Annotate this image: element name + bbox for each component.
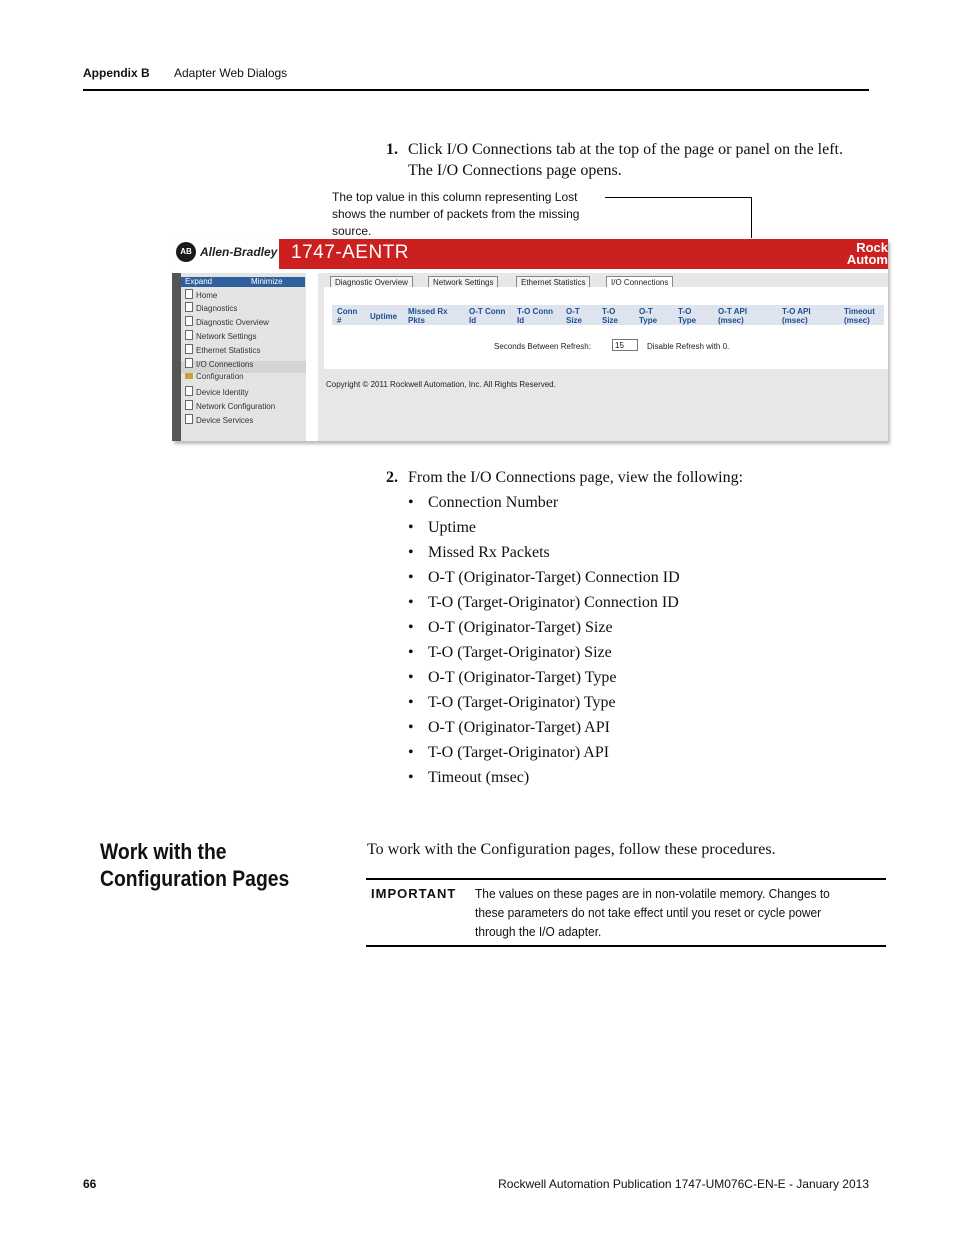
important-top-rule [366, 878, 886, 880]
important-label: IMPORTANT [371, 886, 457, 901]
folder-icon [185, 302, 193, 312]
nav-item-ethernet-statistics[interactable]: Ethernet Statistics [185, 344, 260, 355]
list-item: • T-O (Target-Originator) Connection ID [408, 592, 680, 617]
nav-toolbar [181, 277, 305, 287]
nav-item-device-services[interactable]: Device Services [185, 414, 253, 425]
nav-item-io-connections[interactable]: I/O Connections [185, 358, 253, 369]
connections-panel [324, 287, 888, 369]
page-icon [185, 289, 193, 299]
step-1 [386, 139, 866, 181]
step-1-number: 1. [386, 141, 398, 158]
list-item: • Missed Rx Packets [408, 542, 680, 567]
list-item: • O-T (Originator-Target) API [408, 717, 680, 742]
col-uptime: Uptime [370, 312, 398, 321]
connections-table-header [332, 305, 884, 325]
list-item: • Uptime [408, 517, 680, 542]
section-label: Appendix B [83, 66, 150, 80]
copyright-text: Copyright © 2011 Rockwell Automation, Inc. All Rights Reserved. [326, 380, 556, 389]
col-ot-size: O-T Size [566, 307, 583, 325]
left-nav-panel [172, 273, 306, 441]
page-icon [185, 330, 193, 340]
callout-leader-vertical [751, 197, 752, 238]
page-icon [185, 344, 193, 354]
io-connections-screenshot [172, 239, 888, 441]
section-intro: To work with the Configuration pages, follow these procedures. [367, 841, 776, 858]
nav-item-diagnostic-overview[interactable]: Diagnostic Overview [185, 316, 269, 327]
page-icon [185, 316, 193, 326]
allen-bradley-logo-icon: AB [176, 242, 196, 262]
list-item: • O-T (Originator-Target) Connection ID [408, 567, 680, 592]
minimize-button[interactable]: Minimize [251, 277, 283, 286]
step-2-number: 2. [386, 469, 398, 486]
list-item: • T-O (Target-Originator) Size [408, 642, 680, 667]
step-2 [386, 467, 866, 488]
page-icon [185, 414, 193, 424]
expand-button[interactable]: Expand [185, 277, 213, 286]
refresh-note: Disable Refresh with 0. [647, 342, 730, 351]
list-item: • O-T (Originator-Target) Type [408, 667, 680, 692]
list-item: • Timeout (msec) [408, 767, 680, 792]
refresh-label: Seconds Between Refresh: [494, 342, 591, 351]
product-name: 1747-AENTR [291, 242, 409, 263]
product-banner [279, 239, 888, 269]
col-conn: Conn # [337, 307, 358, 325]
nav-item-device-identity[interactable]: Device Identity [185, 386, 248, 397]
tab-ethernet-statistics[interactable]: Ethernet Statistics [516, 276, 590, 288]
list-item: • O-T (Originator-Target) Size [408, 617, 680, 642]
folder-icon [185, 373, 193, 379]
running-title: Adapter Web Dialogs [174, 66, 288, 80]
page-icon [185, 400, 193, 410]
nav-item-home[interactable]: Home [185, 289, 217, 300]
col-to-type: T-O Type [678, 307, 697, 325]
col-missed-rx: Missed Rx Pkts [408, 307, 448, 325]
col-to-size: T-O Size [602, 307, 619, 325]
rockwell-logo-line-2: Autom [846, 252, 888, 267]
bullet-list [408, 492, 680, 792]
tab-network-settings[interactable]: Network Settings [428, 276, 498, 288]
list-item: • Connection Number [408, 492, 680, 517]
col-ot-api: O-T API (msec) [718, 307, 748, 325]
col-ot-type: O-T Type [639, 307, 658, 325]
rockwell-logo-line-1: Rock [856, 240, 888, 255]
refresh-interval-input[interactable]: 15 [612, 339, 638, 351]
screenshot-banner [172, 239, 888, 273]
section-heading: Work with the Configuration Pages [100, 839, 290, 891]
nav-item-network-configuration[interactable]: Network Configuration [185, 400, 275, 411]
col-to-conn-id: T-O Conn Id [517, 307, 553, 325]
step-1-text: Click I/O Connections tab at the top of the page or panel on the left. The I/O Connections page opens. [408, 141, 843, 179]
tab-io-connections[interactable]: I/O Connections [606, 276, 673, 288]
step-2-text: From the I/O Connections page, view the following: [408, 469, 744, 486]
publication-info: Rockwell Automation Publication 1747-UM076C-EN-E - January 2013 [498, 1177, 869, 1191]
callout-text: The top value in this column representing Lost shows the number of packets from the missing source. [332, 190, 580, 238]
list-item: • T-O (Target-Originator) Type [408, 692, 680, 717]
nav-item-network-settings[interactable]: Network Settings [185, 330, 256, 341]
col-ot-conn-id: O-T Conn Id [469, 307, 506, 325]
nav-item-diagnostics[interactable]: Diagnostics [185, 302, 237, 313]
col-timeout: Timeout (msec) [844, 307, 875, 325]
main-content [318, 273, 888, 441]
list-item: • T-O (Target-Originator) API [408, 742, 680, 767]
important-bottom-rule [366, 945, 886, 947]
brand-name: Allen-Bradley [200, 245, 278, 259]
col-to-api: T-O API (msec) [782, 307, 811, 325]
header-rule [83, 89, 869, 91]
page-number: 66 [83, 1177, 97, 1191]
tab-diagnostic-overview[interactable]: Diagnostic Overview [330, 276, 413, 288]
page-icon [185, 358, 193, 368]
nav-scroll-strip [172, 273, 181, 441]
callout-leader-horizontal [605, 197, 752, 198]
page-icon [185, 386, 193, 396]
important-text: The values on these pages are in non-volatile memory. Changes to these parameters do not take effect until you reset or cycle power through the I/O adapter. [475, 886, 830, 939]
nav-item-configuration[interactable]: Configuration [185, 372, 244, 381]
